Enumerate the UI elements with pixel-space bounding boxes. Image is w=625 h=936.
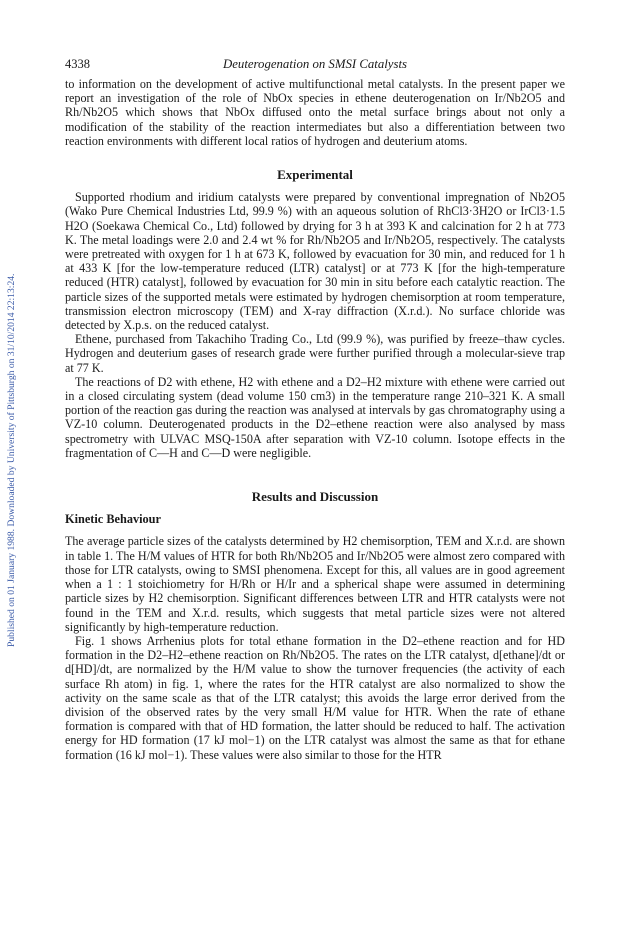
page <box>65 57 565 762</box>
experimental-paragraph-2: Ethene, purchased from Takachiho Trading Co., Ltd (99.9 %), was purified by freeze–thaw cycles. Hydrogen and deuterium gases of research grade were further purified through a molecular-sieve trap at 77 K. <box>65 332 565 375</box>
page-number: 4338 <box>65 57 90 71</box>
results-heading: Results and Discussion <box>251 489 379 505</box>
experimental-paragraph-3: The reactions of D2 with ethene, H2 with ethene and a D2–H2 mixture with ethene were carried out in a closed circulating system (dead volume 150 cm3) in the temperature range 210–321 K. A small portion of the reaction gas during the reaction was analysed at intervals by gas chromatography using a VZ-10 column. Deuterogenated products in the D2–ethene reaction were also analysed by mass spectrometry with ULVAC MSQ-150A after separation with VZ-10 column. Isotope effects in the fragmentation of C—H and C—D were negligible. <box>65 374 565 460</box>
kinetic-behaviour-subheading: Kinetic Behaviour <box>65 512 161 527</box>
intro-paragraph: to information on the development of active multifunctional metal catalysts. In the present paper we report an investigation of the role of NbOx species in ethene deuterogenation on Ir/Nb2O5 and Rh/Nb2O5 which shows that NbOx diffused onto the metal surface brings about not only a modification of the stability of the reaction intermediates but also a differentiation between two reaction environments with different local ratios of hydrogen and deuterium atoms. <box>65 77 565 148</box>
experimental-paragraph-1: Supported rhodium and iridium catalysts were prepared by conventional impregnation of Nb2O5 (Wako Pure Chemical Industries Ltd, 99.9 %) with an aqueous solution of RhCl3·3H2O or IrCl3·1.5 H2O (Soekawa Chemical Co., Ltd) followed by drying for 3 h at 393 K and calcination for 2 h at 773 K. The metal loadings were 2.0 and 2.4 wt % for Rh/Nb2O5 and Ir/Nb2O5, respectively. The catalysts were pretreated with oxygen for 1 h at 673 K, followed by evacuation for 30 min, and reduced for 1 h at 433 K [for the low-temperature reduced (LTR) catalyst] or at 773 K [for the high-temperature reduced (HTR) catalyst], followed by evacuation for 30 min in situ before each catalytic reaction. The particle sizes of the supported metals were estimated by hydrogen chemisorption at room temperature, transmission electron microscopy (TEM) and X-ray diffraction (X.r.d.). No surface chloride was detected by X.p.s. on the reduced catalyst. <box>65 190 565 333</box>
page-header <box>65 57 565 77</box>
download-notice: Published on 01 January 1988. Downloaded by University of Pittsburgh on 31/10/2014 22:13:24. <box>6 273 17 647</box>
results-paragraph-1: The average particle sizes of the catalysts determined by H2 chemisorption, TEM and X.r.d. are shown in table 1. The H/M values of HTR for both Rh/Nb2O5 and Ir/Nb2O5 were almost zero compared with those for LTR catalysts, owing to SMSI phenomena. Except for this, all values are in good agreement when a 1 : 1 stoichiometry for H/Rh or H/Ir and a spherical shape were assumed in determining particle sizes by H2 chemisorption. Significant differences between LTR and HTR catalysts were not found in the TEM and X.r.d. results, which suggests that metal particle sizes were not altered significantly by high-temperature reduction. <box>65 534 565 634</box>
results-paragraph-2: Fig. 1 shows Arrhenius plots for total ethane formation in the D2–ethene reaction and for HD formation in the D2–H2–ethene reaction on Rh/Nb2O5. The rates on the LTR catalyst, d[ethane]/dt or d[HD]/dt, are normalized by the H/M value to show the turnover frequencies (the activity of each surface Rh atom) in fig. 1, where the rates for the HTR catalyst are also normalized to show the activity on the same scale as that of the LTR catalyst; this avoids the large error derived from the division of the observed rates by the very small H/M value for HTR. When the rate of ethane formation is compared with that of HD formation, the latter should be reduced to half. The activation energy for HD formation (17 kJ mol−1) on the LTR catalyst was almost the same as that for ethane formation (16 kJ mol−1). These values were also similar to those for the HTR <box>65 633 565 762</box>
running-title: Deuterogenation on SMSI Catalysts <box>223 57 407 71</box>
experimental-heading: Experimental <box>277 167 353 183</box>
